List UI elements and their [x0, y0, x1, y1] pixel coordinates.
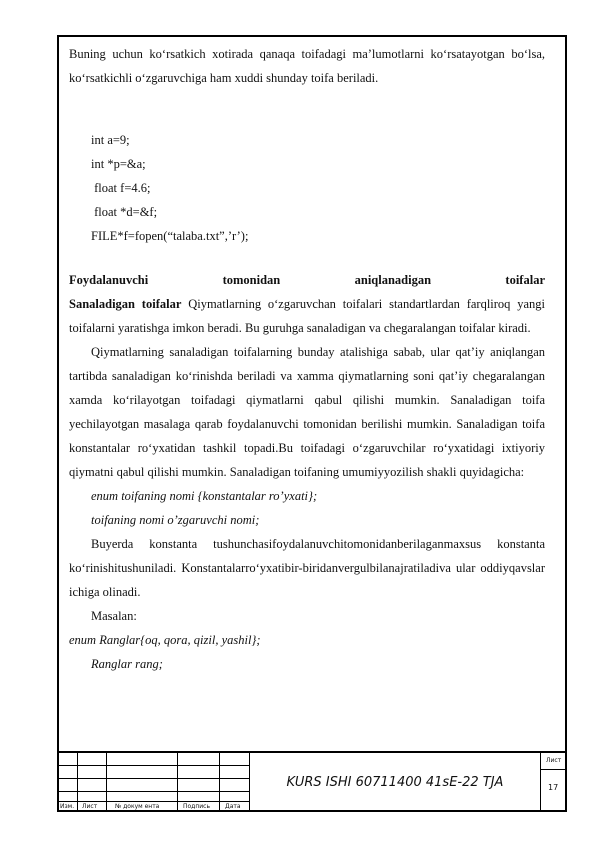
- stamp-label-list: Лист: [82, 803, 98, 810]
- syntax-line: enum toifaning nomi {konstantalar ro’yxati};: [91, 489, 318, 503]
- term-bold: Sanaladigan toifalar: [69, 297, 182, 311]
- code-block: [69, 128, 545, 248]
- code-line: int *p=&a;: [91, 157, 146, 171]
- stamp-label-izm: Изм.: [60, 803, 75, 810]
- syntax-line: toifaning nomi o’zgaruvchi nomi;: [91, 513, 260, 527]
- document-code: KURS ISHI 60711400 41sE-22 TJA: [286, 775, 504, 790]
- code-line: float f=4.6;: [91, 181, 151, 195]
- stamp-label-doc: № докум ента: [115, 803, 160, 810]
- example-label: Masalan:: [91, 609, 137, 623]
- example-line: Ranglar rang;: [91, 657, 163, 671]
- sheet-box: [540, 753, 565, 812]
- code-line: FILE*f=fopen(“talaba.txt”,’r’);: [91, 229, 249, 243]
- paragraph-explanation: Qiymatlarning sanaladigan toifalarning bunday atalishiga sabab, ular qat’iy aniqlangan tartibda sanaladigan ko‘rinishda beriladi va xamma qiymatlarning soni qat’iy chegaralangan xamda ko‘rilayotgan toifadagi qiymatlarni qabul qilishi mumkin. Sanaladigan toifa yechilayotgan masalaga qarab foydalanuvchi tomonidan berilishi mumkin. Sanaladigan toifa konstantalar ro‘yxatidan tashkil topadi.Bu toifadagi o‘zgaruvchilar ro‘yxatidagi ixtiyoriy qiymatni qabul qilishi mumkin. Sanaladigan toifaning umumiyyozilish shakli quyidagicha:: [69, 345, 545, 479]
- document-body: [69, 42, 545, 676]
- sheet-number: 17: [548, 783, 559, 792]
- sheet-label: Лист: [546, 757, 562, 764]
- paragraph-constants: Buyerda konstanta tushunchasifoydalanuvchitomonidanberilaganmaxsus konstanta ko‘rinishitushuniladi. Konstantalarro‘yxatibir-biridanvergulbilanajratiladiva ular oddiyqavslar ichiga olinadi.: [69, 537, 545, 599]
- paragraph-intro: Buning uchun ko‘rsatkich xotirada qanaqa toifadagi ma’lumotlarni ko‘rsatayotgan bo‘lsa, ko‘rsatkichli o‘zgaruvchiga ham xuddi shunday toifa beriladi.: [69, 47, 545, 85]
- example-line: enum Ranglar{oq, qora, qizil, yashil};: [69, 633, 261, 647]
- stamp-label-date: Дата: [225, 803, 241, 810]
- title-block: [57, 751, 567, 812]
- stamp-label-sign: Подпись: [183, 803, 210, 810]
- code-line: int a=9;: [91, 133, 130, 147]
- code-line: float *d=&f;: [91, 205, 158, 219]
- paragraph-text: Qiymatlarning o‘zgaruvchan toifalari standartlardan farqliroq yangi toifalarni yaratishga imkon beradi. Bu guruhga sanaladigan va chegaralangan toifalar kiradi.: [69, 297, 545, 335]
- section-heading: Foydalanuvchi tomonidan aniqlanadigan toifalar: [69, 273, 545, 287]
- paragraph-sanaladigan: [69, 292, 545, 340]
